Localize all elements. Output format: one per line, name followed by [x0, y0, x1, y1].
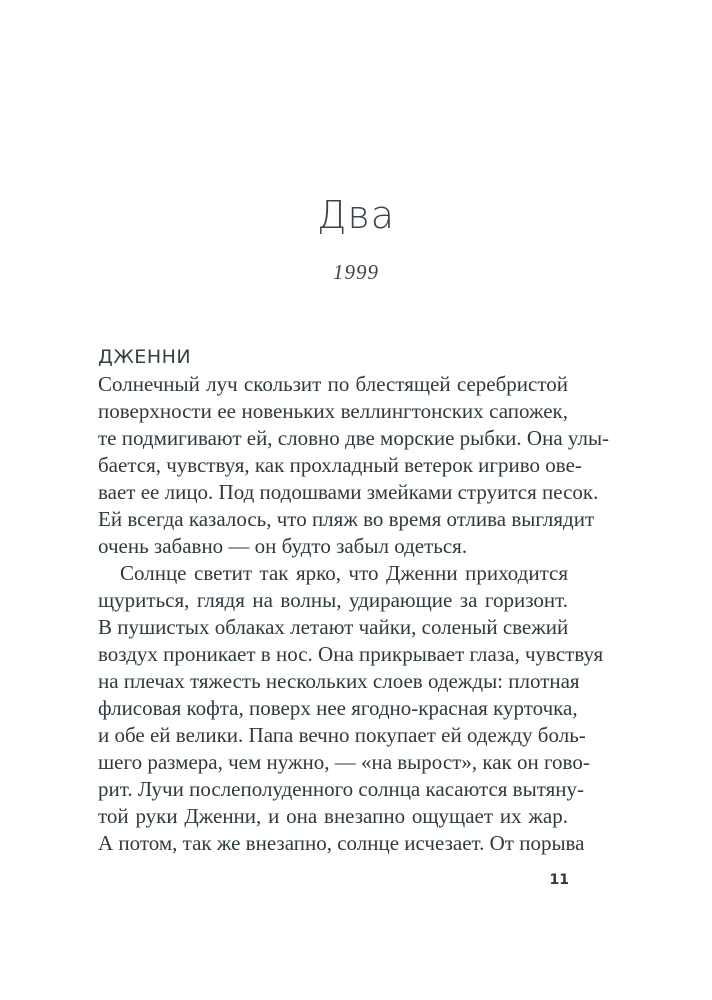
text-line: и обе ей велики. Папа вечно покупает ей одежду боль- — [98, 723, 586, 747]
text-line: на плечах тяжесть нескольких слоев одежды: плотная — [98, 669, 580, 693]
text-line: флисовая кофта, поверх нее ягодно-красная курточка, — [98, 696, 578, 720]
paragraph-2 — [98, 560, 604, 857]
text-line: поверхности ее новеньких веллингтонских сапожек, — [98, 399, 568, 423]
speaker-heading: ДЖЕННИ — [98, 346, 192, 368]
body-text — [98, 344, 610, 857]
text-line: той руки Дженни, и она внезапно ощущает их жар. — [98, 804, 568, 828]
text-line: Солнце светит так ярко, что Дженни приходится — [120, 561, 568, 585]
chapter-title: Два — [316, 193, 396, 237]
text-line: щуриться, глядя на волны, удирающие за горизонт. — [98, 588, 568, 612]
text-line: Солнечный луч скользит по блестящей серебристой — [98, 372, 568, 396]
text-line: очень забавно — он будто забыл одеться. — [98, 534, 468, 558]
text-line: те подмигивают ей, словно две морские рыбки. Она улы- — [98, 426, 610, 450]
text-line: воздух проникает в нос. Она прикрывает глаза, чувствуя — [98, 642, 604, 666]
text-line: шего размера, чем нужно, — «на вырост», как он гово- — [98, 750, 590, 774]
text-line: вает ее лицо. Под подошвами змейками струится песок. — [98, 480, 599, 504]
text-line: А потом, так же внезапно, солнце исчезает. От порыва — [98, 831, 585, 855]
text-line: бается, чувствуя, как прохладный ветерок игриво ове- — [98, 453, 582, 477]
chapter-year: 1999 — [333, 260, 379, 284]
paragraph-1 — [98, 371, 610, 560]
text-line: В пушистых облаках летают чайки, соленый свежий — [98, 615, 569, 639]
text-line: рит. Лучи послеполуденного солнца касаются вытяну- — [98, 777, 584, 801]
page-number: 11 — [549, 872, 569, 888]
text-line: Ей всегда казалось, что пляж во время отлива выглядит — [98, 507, 595, 531]
